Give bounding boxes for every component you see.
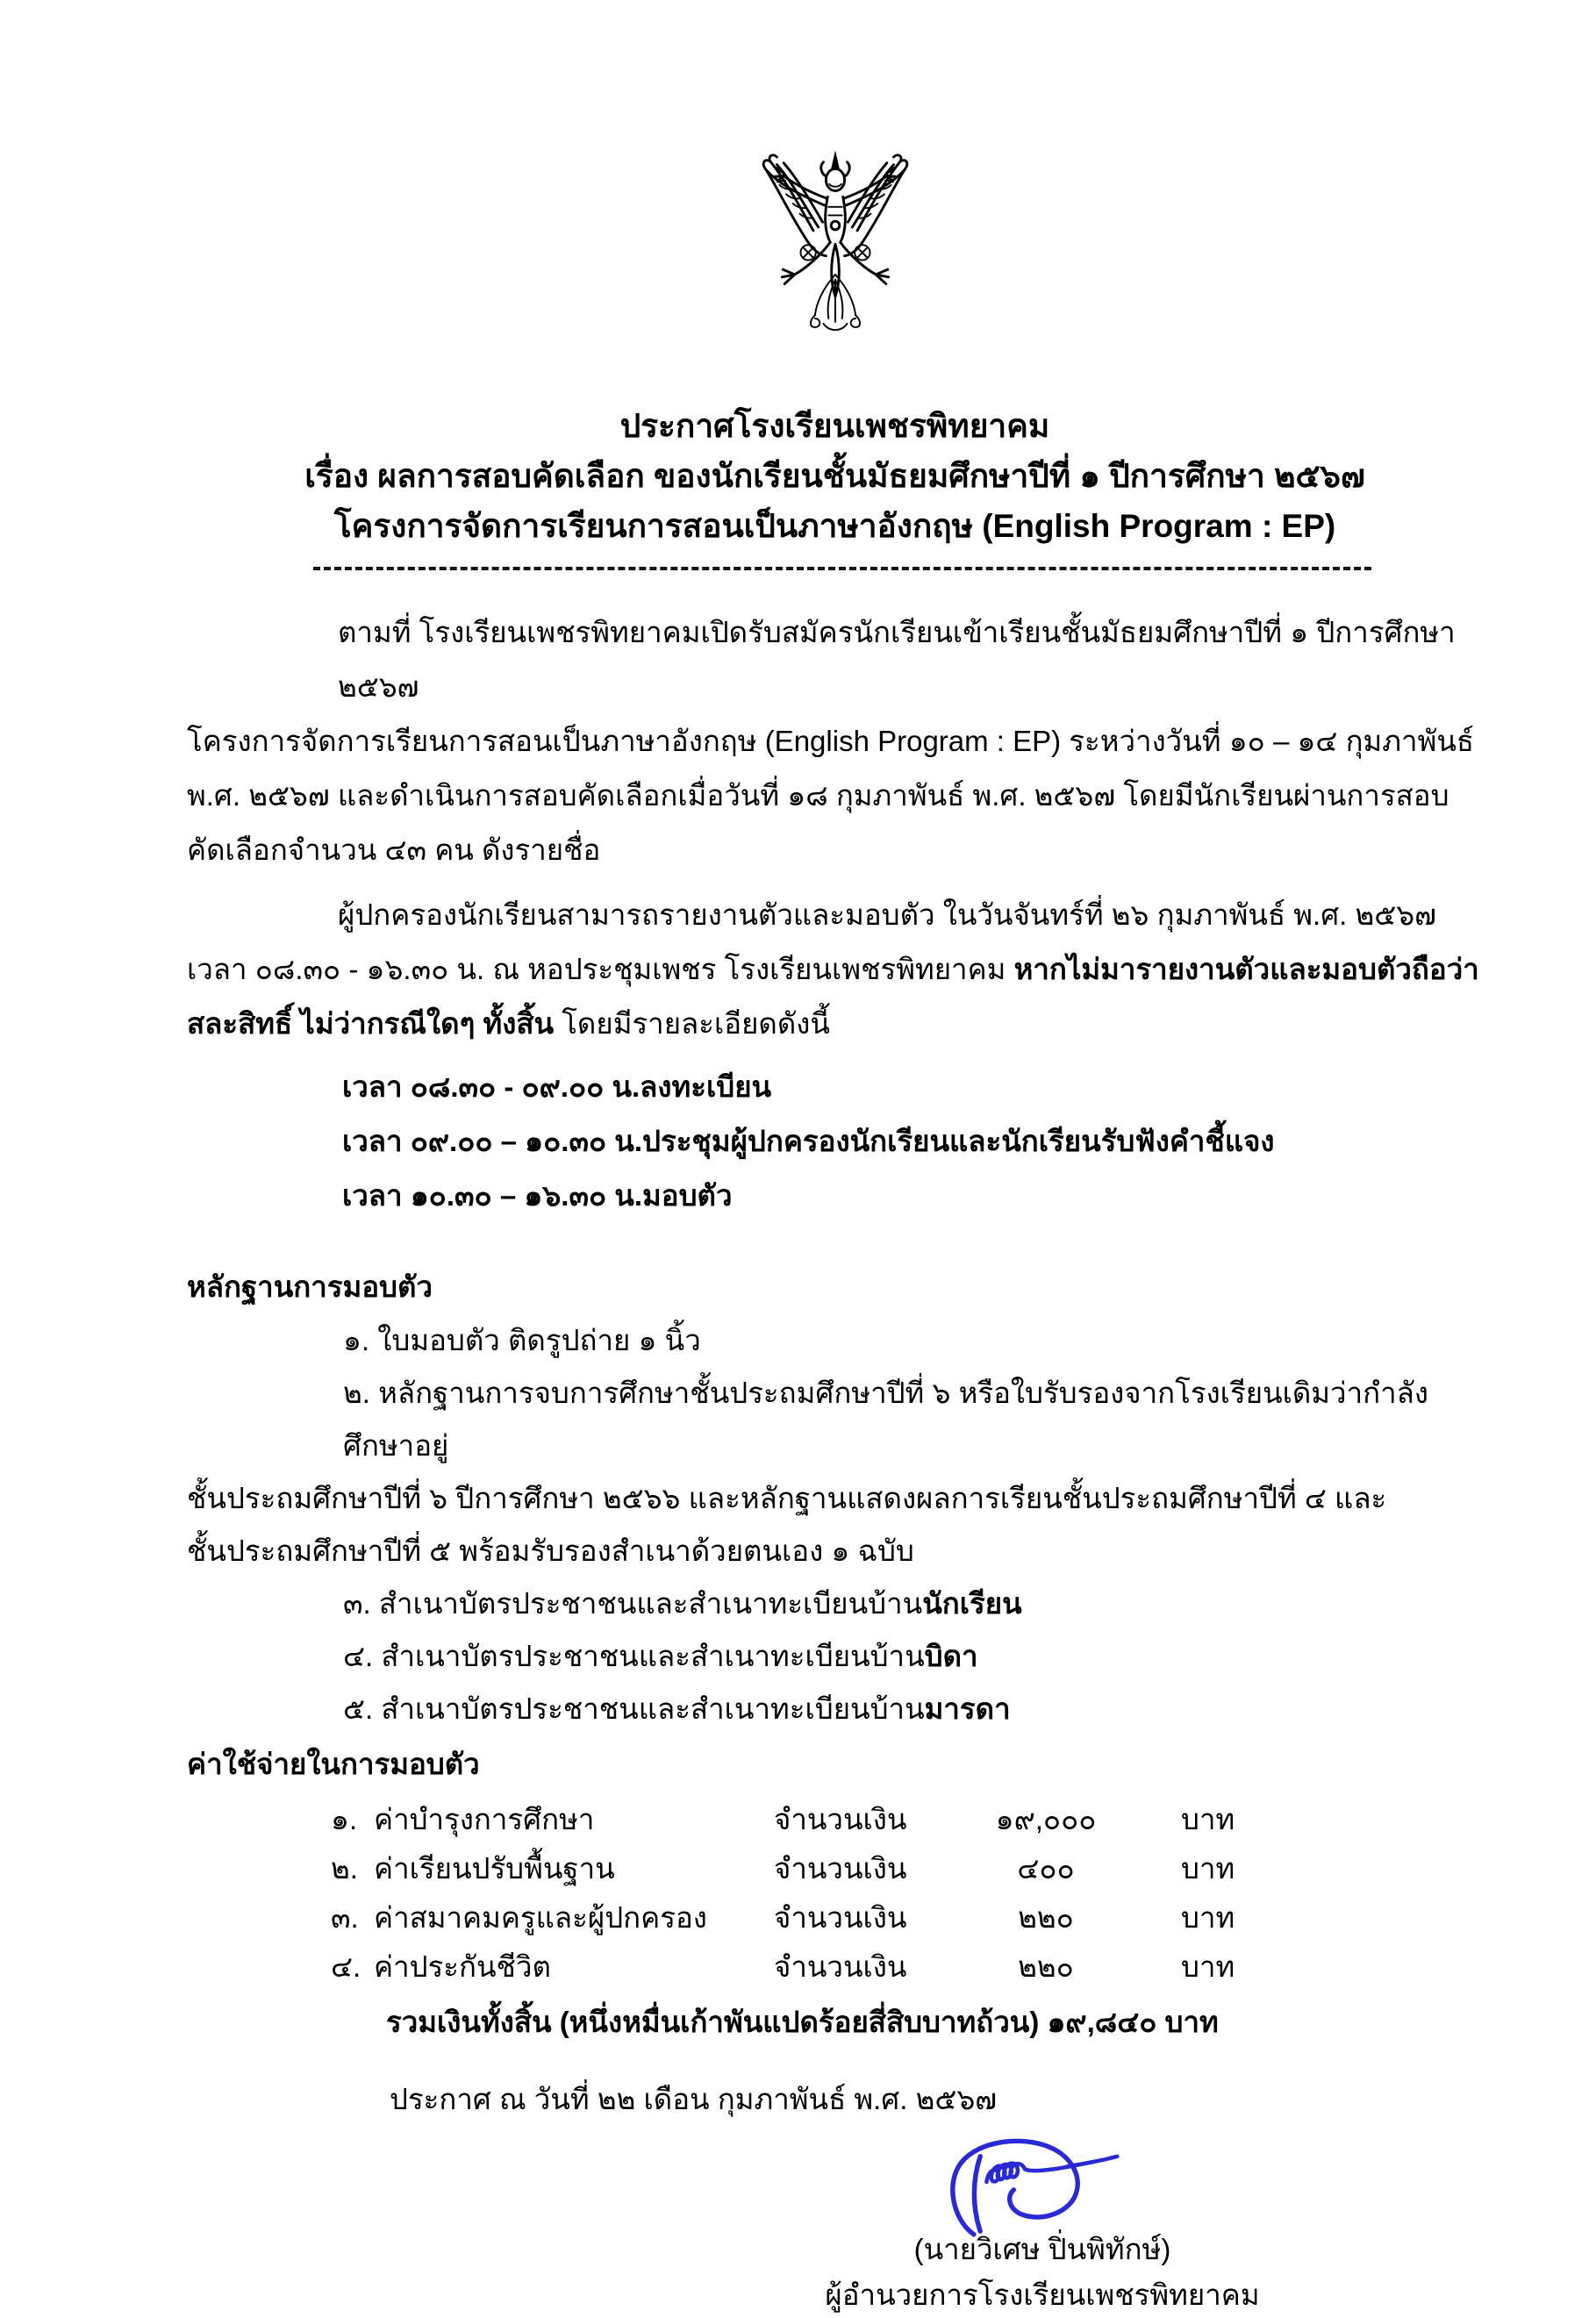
text-segment: ๒. หลักฐานการจบการศึกษาชั้นประถมศึกษาปีที่ ๖ หรือใบรับรองจากโรงเรียนเดิมว่ากำลังศึกษาอยู่ <box>343 1377 1428 1462</box>
fee-item-label: ค่าประกันชีวิต <box>374 1950 551 1983</box>
text-segment: ผู้ปกครองนักเรียนสามารถรายงานตัวและมอบตัว ในวันจันทร์ที่ ๒๖ กุมภาพันธ์ พ.ศ. ๒๕๖๗ <box>338 898 1436 931</box>
signer-name: (นายวิเศษ ปิ่นพิทักษ์) <box>913 2233 1171 2265</box>
text-segment: เวลา ๐๘.๓๐ - ๐๙.๐๐ น.ลงทะเบียน <box>342 1070 772 1103</box>
schedule-line <box>187 1114 1483 1169</box>
fee-number: ๑. <box>331 1803 358 1835</box>
fee-amount-value: ๔๐๐ <box>1017 1852 1075 1885</box>
text-segment: พ.ศ. ๒๕๖๗ และดำเนินการสอบคัดเลือกเมื่อวันที่ ๑๘ กุมภาพันธ์ พ.ศ. ๒๕๖๗ โดยมีนักเรียนผ่านการสอบ <box>187 779 1449 812</box>
text-segment: ๕. สำเนาบัตรประชาชนและสำเนาทะเบียนบ้าน <box>343 1692 925 1725</box>
emblem-container <box>187 145 1483 371</box>
evidence-line <box>187 1683 1483 1735</box>
fee-unit-label: บาท <box>1181 1901 1235 1934</box>
fee-number: ๓. <box>331 1901 359 1934</box>
paragraph-intro <box>187 605 1483 877</box>
fee-row <box>331 1893 1483 1942</box>
dashed-divider <box>313 567 1371 570</box>
text-segment: สละสิทธิ์ ไม่ว่ากรณีใดๆ ทั้งสิ้น <box>187 1007 562 1040</box>
fee-item-label: ค่าสมาคมครูและผู้ปกครอง <box>374 1901 707 1934</box>
issue-date-line: ประกาศ ณ วันที่ ๒๒ เดือน กุมภาพันธ์ พ.ศ. ๒๕๖๗ <box>390 2083 998 2115</box>
fee-amount-label: จำนวนเงิน <box>774 1852 907 1885</box>
text-segment: เวลา ๐๙.๐๐ – ๑๐.๓๐ น.ประชุมผู้ปกครองนักเรียนและนักเรียนรับฟังคำชี้แจง <box>342 1125 1275 1157</box>
evidence-line <box>187 1367 1483 1472</box>
text-segment: ๓. สำเนาบัตรประชาชนและสำเนาทะเบียนบ้าน <box>343 1587 923 1620</box>
paragraph-report <box>187 888 1483 1051</box>
evidence-line <box>187 1525 1483 1578</box>
paragraph-line <box>187 942 1483 997</box>
fee-row <box>331 1942 1483 1992</box>
fee-amount-value: ๒๒๐ <box>1018 1950 1074 1983</box>
fee-amount-value: ๑๙,๐๐๐ <box>995 1803 1097 1835</box>
evidence-list <box>187 1314 1483 1735</box>
fee-amount-label: จำนวนเงิน <box>774 1803 907 1835</box>
fee-table <box>187 1795 1483 1992</box>
fee-amount-label: จำนวนเงิน <box>774 1950 907 1983</box>
fees-heading: ค่าใช้จ่ายในการมอบตัว <box>187 1748 480 1780</box>
paragraph-line <box>187 997 1483 1051</box>
paragraph-line <box>187 605 1483 714</box>
text-segment: ๑. ใบมอบตัว ติดรูปถ่าย ๑ นิ้ว <box>343 1324 701 1356</box>
paragraph-line <box>187 888 1483 942</box>
fee-number: ๔. <box>331 1950 361 1983</box>
text-segment: บิดา <box>924 1640 978 1672</box>
document-body <box>187 605 1483 2318</box>
schedule-line <box>187 1169 1483 1223</box>
evidence-heading: หลักฐานการมอบตัว <box>187 1270 433 1303</box>
evidence-line <box>187 1630 1483 1683</box>
subject-line: เรื่อง ผลการสอบคัดเลือก ของนักเรียนชั้นมัธยมศึกษาปีที่ ๑ ปีการศึกษา ๒๕๖๗ <box>304 458 1365 494</box>
text-segment: หากไม่มารายงานตัวและมอบตัวถือว่า <box>1013 953 1479 985</box>
text-segment: ชั้นประถมศึกษาปีที่ ๖ ปีการศึกษา ๒๕๖๖ และหลักฐานแสดงผลการเรียนชั้นประถมศึกษาปีที่ ๔ และ <box>187 1482 1387 1514</box>
signer-position: ผู้อำนวยการโรงเรียนเพชรพิทยาคม <box>825 2279 1260 2311</box>
program-line: โครงการจัดการเรียนการสอนเป็นภาษาอังกฤษ (English Program : EP) <box>333 508 1336 544</box>
fee-item-label: ค่าเรียนปรับพื้นฐาน <box>374 1852 615 1885</box>
text-segment: คัดเลือกจำนวน ๔๓ คน ดังรายชื่อ <box>187 833 601 866</box>
schedule-line <box>187 1060 1483 1114</box>
text-segment: เวลา ๐๘.๓๐ - ๑๖.๓๐ น. ณ หอประชุมเพชร โรงเรียนเพชรพิทยาคม <box>187 953 1014 985</box>
text-segment: ๔. สำเนาบัตรประชาชนและสำเนาทะเบียนบ้าน <box>343 1640 925 1672</box>
text-segment: ตามที่ โรงเรียนเพชรพิทยาคมเปิดรับสมัครนักเรียนเข้าเรียนชั้นมัธยมศึกษาปีที่ ๑ ปีการศึกษา ๒๕๖๗ <box>338 616 1456 703</box>
paragraph-line <box>187 769 1483 823</box>
paragraph-line <box>187 823 1483 877</box>
text-segment: มารดา <box>924 1692 1011 1725</box>
signature-scribble <box>933 2137 1152 2241</box>
fee-amount-value: ๒๒๐ <box>1018 1901 1074 1934</box>
fee-unit-label: บาท <box>1181 1852 1235 1885</box>
text-segment: โดยมีรายละเอียดดังนี้ <box>562 1007 830 1040</box>
paragraph-line <box>187 714 1483 769</box>
fee-item-label: ค่าบำรุงการศึกษา <box>374 1803 595 1835</box>
fee-unit-label: บาท <box>1181 1803 1235 1835</box>
text-segment: โครงการจัดการเรียนการสอนเป็นภาษาอังกฤษ (English Program : EP) ระหว่างวันที่ ๑๐ – ๑๔ กุมภาพันธ์ <box>187 725 1475 757</box>
announcement-title: ประกาศโรงเรียนเพชรพิทยาคม <box>619 408 1050 444</box>
signature-block <box>823 2137 1262 2318</box>
fee-row <box>331 1795 1483 1844</box>
fee-amount-label: จำนวนเงิน <box>774 1901 907 1934</box>
fee-row <box>331 1844 1483 1893</box>
text-segment: ชั้นประถมศึกษาปีที่ ๕ พร้อมรับรองสำเนาด้วยตนเอง ๑ ฉบับ <box>187 1535 914 1567</box>
fee-number: ๒. <box>331 1852 358 1885</box>
text-segment: นักเรียน <box>922 1587 1022 1620</box>
text-segment: เวลา ๑๐.๓๐ – ๑๖.๓๐ น.มอบตัว <box>342 1179 733 1212</box>
garuda-emblem <box>742 145 928 354</box>
evidence-line <box>187 1578 1483 1630</box>
schedule-list <box>187 1060 1483 1223</box>
fee-unit-label: บาท <box>1181 1950 1235 1983</box>
evidence-line <box>187 1472 1483 1525</box>
total-line: รวมเงินทั้งสิ้น (หนึ่งหมื่นเก้าพันแปดร้อยสี่สิบบาทถ้วน) ๑๙,๘๔๐ บาท <box>386 2006 1219 2038</box>
document-header <box>187 401 1483 551</box>
evidence-line <box>187 1314 1483 1367</box>
